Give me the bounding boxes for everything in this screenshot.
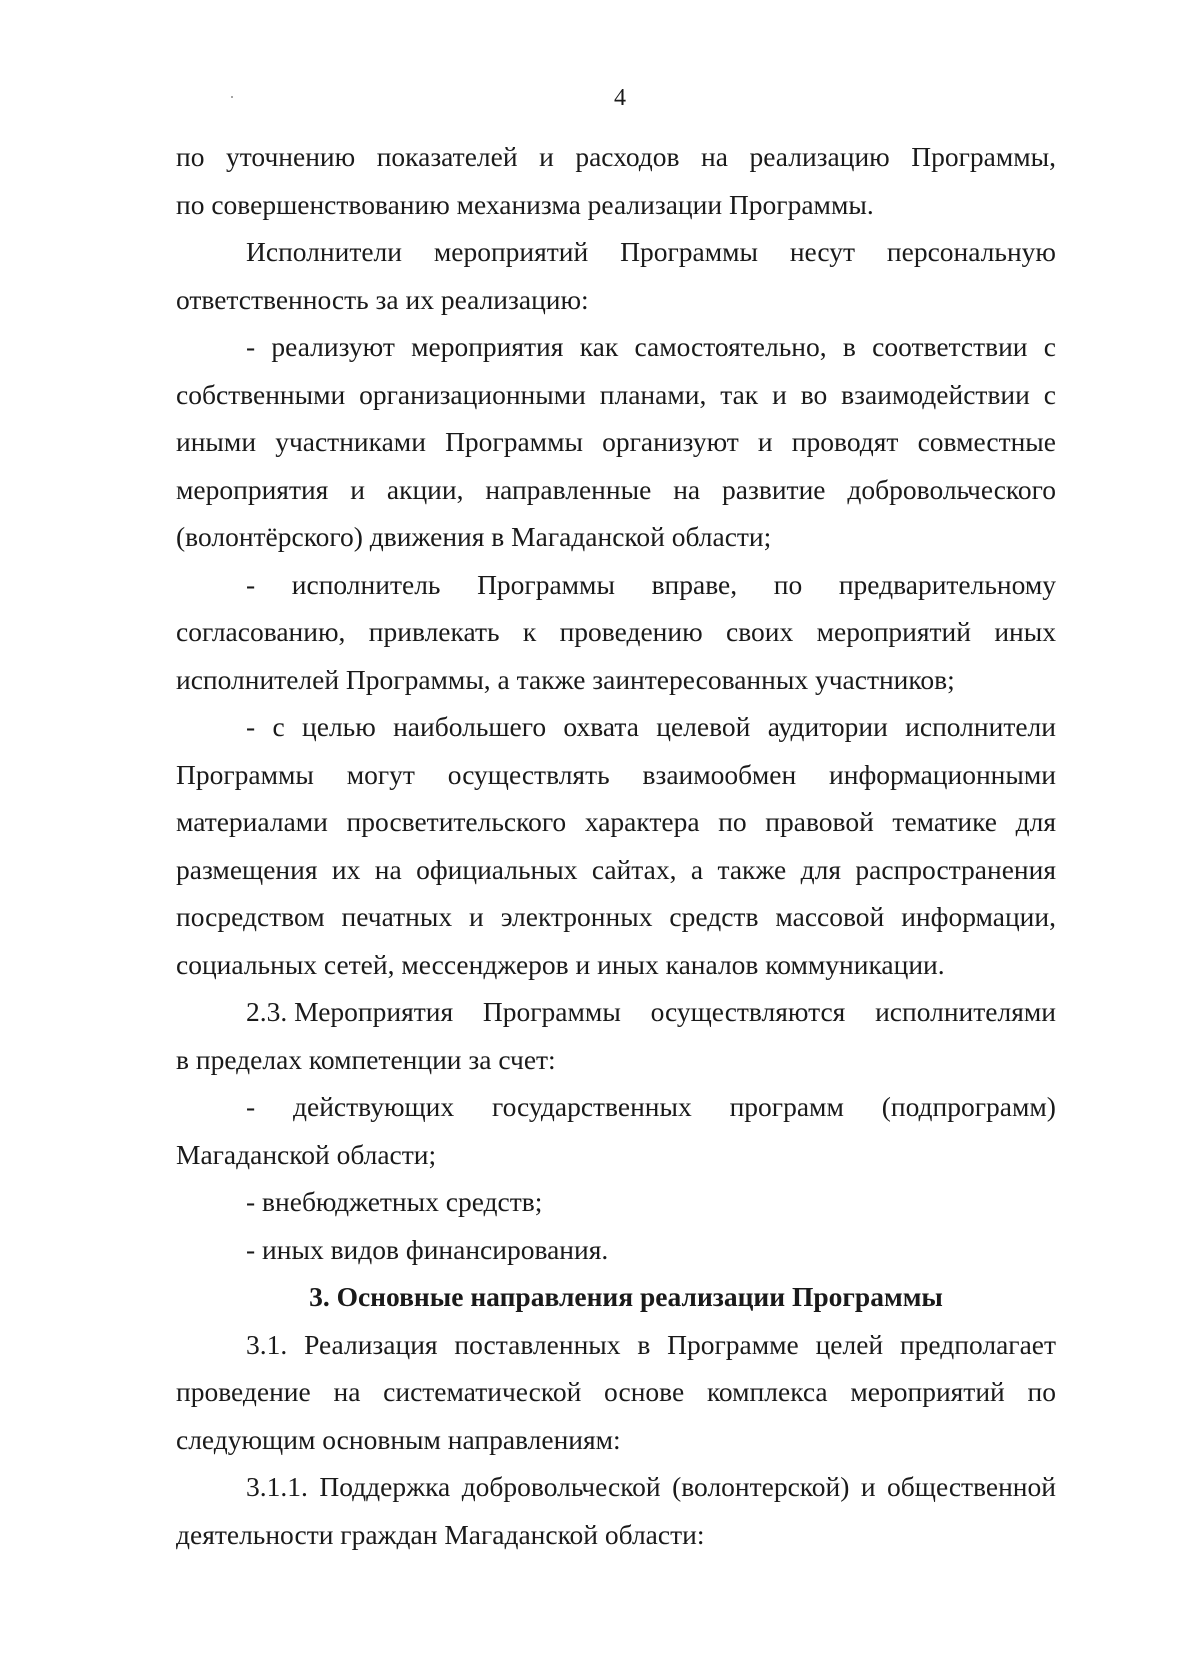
word: мероприятий <box>433 236 589 267</box>
word: исполнитель <box>291 568 441 600</box>
paragraph-7-line-1 <box>176 1083 1056 1131</box>
word: - <box>246 568 256 600</box>
word: государственных <box>491 1091 692 1122</box>
word: исполнителями <box>875 996 1056 1027</box>
paragraph-2-line-1 <box>176 228 1056 276</box>
paragraph-7-line-2: Магаданской области; <box>176 1138 437 1170</box>
word: Программы <box>477 568 615 600</box>
page-number: 4 <box>614 85 626 111</box>
paragraph-11: 3.1.1. Поддержка добровольческой (волонтерской) и общественной деятельности граждан Магаданской области: <box>176 1471 1056 1550</box>
word: несут <box>789 236 856 267</box>
word: по <box>773 568 803 600</box>
word: - <box>246 1091 256 1122</box>
paragraph-8: - внебюджетных средств; <box>246 1186 543 1217</box>
section-heading: 3. Основные направления реализации Программы <box>309 1281 943 1312</box>
paragraph-1-line-2: по совершенствованию механизма реализации Программы. <box>176 188 874 220</box>
paragraph-1-line-1: по уточнению показателей и расходов на реализацию Программы, <box>176 141 1056 172</box>
paragraph-4-line-1 <box>176 561 1056 609</box>
paragraph-6-line-1 <box>176 988 1056 1036</box>
word: Программы <box>620 236 758 267</box>
paragraph-10: 3.1. Реализация поставленных в Программе целей предполагает проведение на систематической основе комплекса мероприятий по следующим основным направлениям: <box>176 1328 1056 1455</box>
document-body <box>176 133 1056 1558</box>
paragraph-5: - с целью наибольшего охвата целевой аудитории исполнители Программы могут осуществлять взаимообмен информационными материалами просветительского характера по правовой тематике для размещения их на официальных сайтах, а также для распространения посредством печатных и электронных средств массовой информации, социальных сетей, мессенджеров и иных каналов коммуникации. <box>176 711 1056 980</box>
paragraph-4-rest: согласованию, привлекать к проведению своих мероприятий иных исполнителей Программы, а также заинтересованных участников; <box>176 616 1056 695</box>
word: предварительному <box>838 568 1056 600</box>
paragraph-6-line-2: в пределах компетенции за счет: <box>176 1043 556 1075</box>
word: (подпрограмм) <box>881 1091 1056 1122</box>
word: персональную <box>886 236 1056 267</box>
word: вправе, <box>651 568 738 600</box>
word: программ <box>729 1091 844 1122</box>
word: Исполнители <box>246 236 402 267</box>
word: осуществляются <box>650 996 846 1027</box>
paragraph-2-line-2: ответственность за их реализацию: <box>176 283 589 315</box>
word: Программы <box>482 996 621 1027</box>
word: 2.3. Мероприятия <box>246 996 454 1027</box>
paragraph-3: - реализуют мероприятия как самостоятельно, в соответствии с собственными организационными планами, так и во взаимодействии с иными участниками Программы организуют и проводят совместные мероприятия и акции, направленные на развитие добровольческого (волонтёрского) движения в Магаданской области; <box>176 331 1056 552</box>
paragraph-9: - иных видов финансирования. <box>246 1233 609 1265</box>
word: действующих <box>293 1091 455 1122</box>
